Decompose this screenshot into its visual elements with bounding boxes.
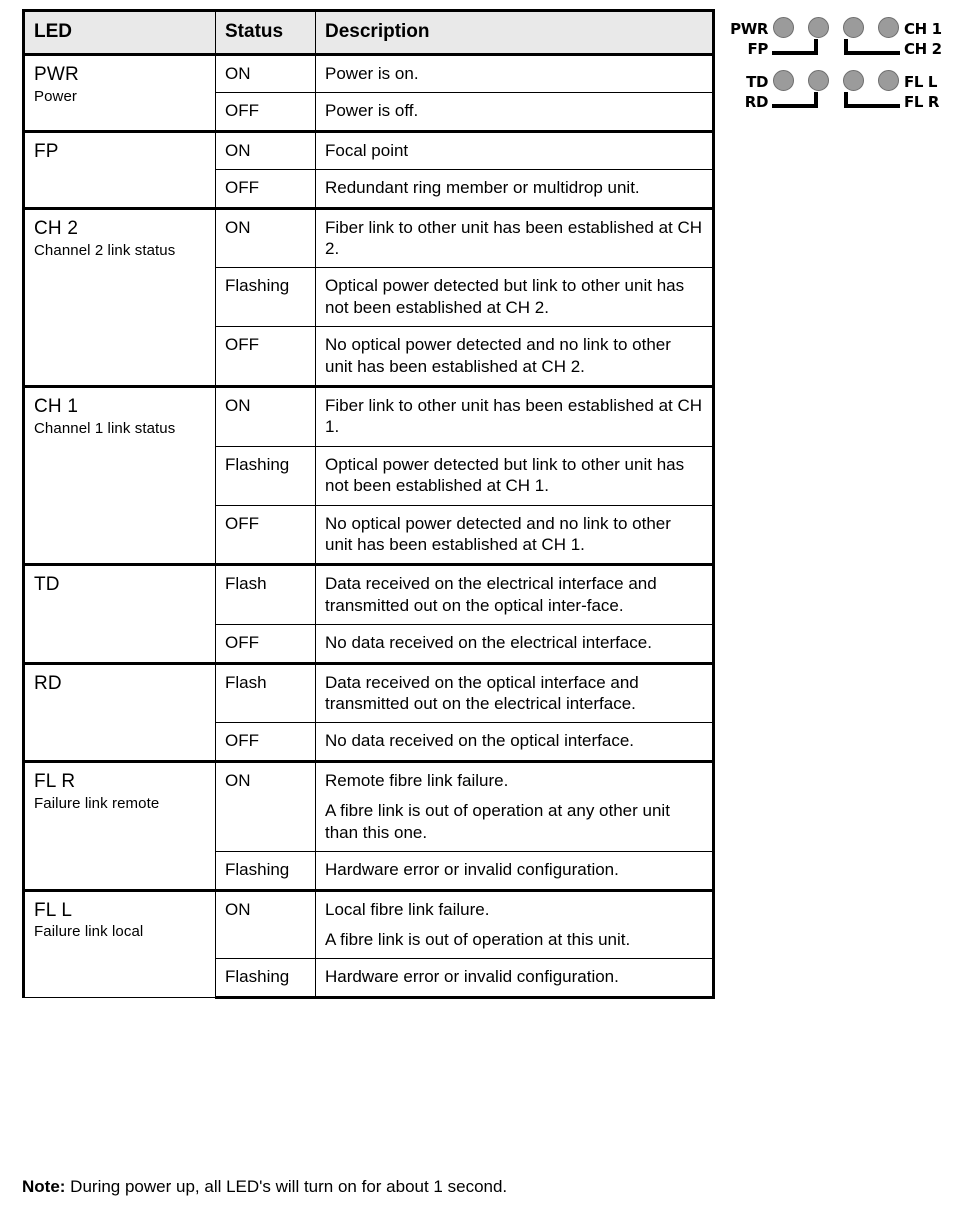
description-line: Redundant ring member or multidrop unit. [325, 178, 640, 198]
note-line [22, 1177, 507, 1197]
cell-status: Flash [216, 565, 316, 625]
cell-led [24, 387, 216, 565]
cell-led [24, 890, 216, 997]
cell-led [24, 54, 216, 131]
led-name: FP [34, 140, 59, 162]
leader-line-icon-rd-vertical [814, 92, 818, 106]
table-row [24, 131, 714, 169]
cell-status: Flashing [216, 446, 316, 505]
led-diagram-label-td: TD [746, 73, 768, 91]
led-sublabel: Channel 2 link status [34, 241, 176, 259]
led-sublabel: Power [34, 87, 78, 105]
column-header-led: LED [24, 11, 216, 55]
description-line: Fiber link to other unit has been established at CH 2. [325, 217, 703, 258]
led-status-table [22, 9, 715, 999]
led-sublabel: Failure link remote [34, 794, 160, 812]
cell-status: OFF [216, 505, 316, 565]
cell-description [316, 890, 714, 959]
led-lamp-icon-fll [878, 70, 899, 91]
led-diagram-label-fp: FP [747, 40, 768, 58]
led-diagram-label-flr: FL R [904, 93, 939, 111]
led-diagram-top-row [716, 8, 944, 60]
cell-status: ON [216, 761, 316, 851]
description-line: No optical power detected and no link to other unit has been established at CH 2. [325, 335, 671, 376]
description-line: Data received on the electrical interface and transmitted out on the optical inter-face. [325, 574, 657, 615]
cell-status: ON [216, 54, 316, 92]
cell-led [24, 131, 216, 208]
leader-line-icon-ch2-horizontal [844, 51, 900, 55]
description-line: No data received on the electrical interface. [325, 633, 652, 653]
table-header-row [24, 11, 714, 55]
led-sublabel: Channel 1 link status [34, 419, 176, 437]
cell-description [316, 959, 714, 997]
led-name: FL R [34, 770, 76, 792]
led-lamp-icon-flr [843, 70, 864, 91]
cell-status: ON [216, 890, 316, 959]
description-line: Optical power detected but link to other unit has not been established at CH 1. [325, 454, 685, 496]
cell-status: Flashing [216, 852, 316, 890]
table-row [24, 54, 714, 92]
cell-description [316, 723, 714, 761]
led-name: RD [34, 672, 62, 694]
led-lamp-icon-fp [808, 17, 829, 38]
cell-status: Flash [216, 663, 316, 723]
table-row [24, 387, 714, 447]
description-line: Power is on. [325, 63, 419, 83]
led-diagram-label-ch1: CH 1 [904, 20, 942, 38]
cell-description [316, 663, 714, 723]
cell-description [316, 131, 714, 169]
description-line: Local fibre link failure. [325, 899, 490, 919]
led-name: PWR [34, 63, 79, 85]
cell-description [316, 446, 714, 505]
table-row [24, 208, 714, 268]
cell-description [316, 387, 714, 447]
leader-line-icon-flr-horizontal [844, 104, 900, 108]
led-name: CH 2 [34, 217, 79, 239]
led-diagram-label-ch2: CH 2 [904, 40, 942, 58]
cell-status: OFF [216, 93, 316, 131]
cell-description [316, 852, 714, 890]
description-line: Optical power detected but link to other unit has not been established at CH 2. [325, 276, 685, 317]
led-lamp-icon-ch1 [878, 17, 899, 38]
table-header [24, 11, 714, 55]
cell-description [316, 565, 714, 625]
led-lamp-icon-rd [808, 70, 829, 91]
description-line: Power is off. [325, 101, 419, 121]
led-panel-diagram [716, 8, 944, 116]
cell-led [24, 663, 216, 761]
table-row [24, 890, 714, 959]
cell-status: ON [216, 208, 316, 268]
description-line: A fibre link is out of operation at any other unit than this one. [325, 801, 670, 842]
led-diagram-label-rd: RD [744, 93, 768, 111]
led-lamp-icon-pwr [773, 17, 794, 38]
description-line: Hardware error or invalid configuration. [325, 967, 619, 987]
column-header-status: Status [216, 11, 316, 55]
note-text: During power up, all LED's will turn on for about 1 second. [65, 1177, 508, 1196]
led-name: FL L [34, 899, 73, 921]
cell-status: Flashing [216, 959, 316, 997]
column-header-description: Description [316, 11, 714, 55]
led-lamp-icon-ch2 [843, 17, 864, 38]
description-line: Fiber link to other unit has been established at CH 1. [325, 396, 703, 437]
table-body [24, 54, 714, 997]
table-row [24, 663, 714, 723]
led-diagram-label-fll: FL L [904, 73, 937, 91]
cell-description [316, 54, 714, 92]
led-diagram-label-pwr: PWR [730, 20, 768, 38]
cell-description [316, 268, 714, 327]
cell-description [316, 170, 714, 208]
led-sublabel: Failure link local [34, 923, 144, 941]
description-line: Focal point [325, 140, 409, 160]
cell-description [316, 505, 714, 565]
cell-description [316, 327, 714, 387]
cell-description [316, 625, 714, 663]
cell-description [316, 93, 714, 131]
leader-line-icon-fp-vertical [814, 39, 818, 53]
description-line: A fibre link is out of operation at this unit. [325, 929, 631, 949]
cell-status: OFF [216, 625, 316, 663]
cell-status: OFF [216, 327, 316, 387]
cell-status: ON [216, 387, 316, 447]
cell-status: Flashing [216, 268, 316, 327]
cell-led [24, 565, 216, 663]
leader-line-icon-fp-horizontal [772, 51, 818, 55]
description-line: Remote fibre link failure. [325, 770, 509, 790]
table-row [24, 565, 714, 625]
cell-led [24, 208, 216, 386]
cell-description [316, 208, 714, 268]
note-label: Note: [22, 1177, 66, 1196]
cell-description [316, 761, 714, 851]
led-lamp-icon-td [773, 70, 794, 91]
table-row [24, 761, 714, 851]
description-line: Hardware error or invalid configuration. [325, 860, 619, 880]
cell-status: ON [216, 131, 316, 169]
led-name: CH 1 [34, 396, 79, 417]
description-line: No optical power detected and no link to other unit has been established at CH 1. [325, 513, 671, 555]
description-line: No data received on the optical interface. [325, 731, 635, 751]
cell-led [24, 761, 216, 890]
leader-line-icon-rd-horizontal [772, 104, 818, 108]
led-name: TD [34, 574, 60, 596]
led-diagram-bottom-row [716, 61, 944, 113]
cell-status: OFF [216, 723, 316, 761]
cell-status: OFF [216, 170, 316, 208]
description-line: Data received on the optical interface and transmitted out on the electrical interface. [325, 672, 639, 714]
